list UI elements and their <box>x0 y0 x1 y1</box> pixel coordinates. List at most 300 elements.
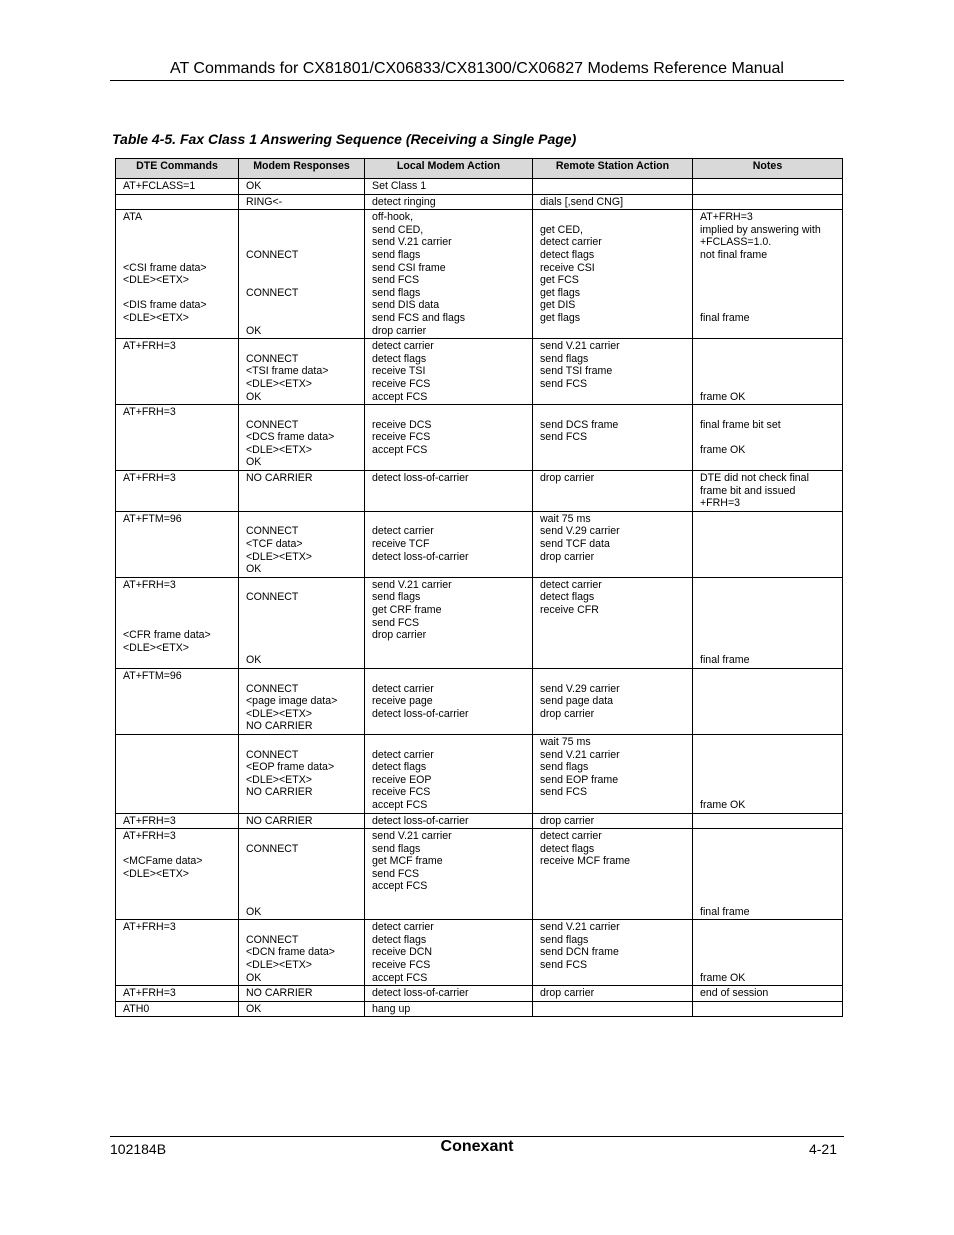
cell-text <box>700 786 839 799</box>
cell-text: <DLE><ETX> <box>246 959 312 972</box>
cell-text: <DLE><ETX> <box>246 707 312 720</box>
cell-text: accept FCS <box>372 390 428 403</box>
notes-cell <box>693 668 843 734</box>
cell-text <box>123 236 235 249</box>
cell-text <box>700 815 839 828</box>
modem-response-cell <box>239 920 365 986</box>
table-row <box>116 668 843 734</box>
cell-text: detect loss-of-carrier <box>372 707 469 720</box>
cell-text <box>700 843 839 856</box>
cell-text <box>246 262 361 275</box>
cell-text <box>123 604 235 617</box>
cell-text: final frame <box>700 311 750 324</box>
modem-response-cell <box>239 829 365 920</box>
cell-text: drop carrier <box>540 472 595 485</box>
cell-text: OK <box>246 390 262 403</box>
cell-text: detect ringing <box>372 195 436 208</box>
cell-text: wait 75 ms <box>540 512 591 525</box>
dte-command-cell <box>116 986 239 1002</box>
cell-text <box>700 921 839 934</box>
modem-response-cell <box>239 210 365 339</box>
modem-response-cell <box>239 339 365 405</box>
cell-text: send V.29 carrier <box>540 682 620 695</box>
cell-text <box>700 274 839 287</box>
cell-text: send flags <box>372 286 421 299</box>
cell-text: OK <box>246 1002 262 1015</box>
remote-action-cell <box>533 577 693 668</box>
cell-text: send FCS <box>540 786 588 799</box>
remote-action-cell <box>533 179 693 195</box>
local-action-cell <box>365 1001 533 1017</box>
answering-sequence-table <box>115 158 843 1017</box>
cell-text <box>700 761 839 774</box>
cell-text: <DIS frame data> <box>123 299 207 312</box>
cell-text: OK <box>246 971 262 984</box>
cell-text <box>246 579 361 592</box>
cell-text: drop carrier <box>540 550 595 563</box>
cell-text <box>700 604 839 617</box>
notes-cell <box>693 471 843 512</box>
cell-text: detect flags <box>540 842 595 855</box>
cell-text: <DLE><ETX> <box>123 274 189 287</box>
cell-text <box>700 340 839 353</box>
local-action-cell <box>365 339 533 405</box>
cell-text: detect loss-of-carrier <box>372 814 469 827</box>
remote-action-cell <box>533 668 693 734</box>
cell-text <box>700 406 839 419</box>
remote-action-cell <box>533 1001 693 1017</box>
cell-text: OK <box>246 180 262 192</box>
local-action-cell <box>365 471 533 512</box>
dte-command-cell <box>116 511 239 577</box>
cell-text: not final frame <box>700 248 768 261</box>
column-header: Remote Station Action <box>533 159 693 179</box>
cell-text: frame OK <box>700 971 746 984</box>
cell-text <box>700 591 839 604</box>
cell-text: send V.21 carrier <box>372 578 452 591</box>
cell-text: detect loss-of-carrier <box>372 550 469 563</box>
cell-text <box>700 617 839 630</box>
cell-text: CONNECT <box>246 591 299 604</box>
cell-text: send TCF data <box>540 538 610 551</box>
remote-action-cell <box>533 194 693 210</box>
local-action-cell <box>365 577 533 668</box>
cell-text: send flags <box>372 842 421 855</box>
cell-text <box>246 893 361 906</box>
cell-text <box>700 431 839 444</box>
cell-text: <DLE><ETX> <box>246 773 312 786</box>
cell-text: CONNECT <box>246 682 299 695</box>
cell-text: frame OK <box>700 443 746 456</box>
table-row <box>116 829 843 920</box>
cell-text: AT+FRH=3 <box>123 814 176 827</box>
dte-command-cell <box>116 1001 239 1017</box>
table-row <box>116 986 843 1002</box>
table-caption: Table 4-5. Fax Class 1 Answering Sequence (Receiving a Single Page) <box>112 131 577 147</box>
dte-command-cell <box>116 668 239 734</box>
cell-text: detect loss-of-carrier <box>372 472 469 485</box>
cell-text: ATH0 <box>123 1002 150 1015</box>
cell-text <box>246 880 361 893</box>
cell-text: CONNECT <box>246 248 299 261</box>
cell-text: accept FCS <box>372 971 428 984</box>
cell-text: get CRF frame <box>372 604 442 616</box>
column-header: Notes <box>693 159 843 179</box>
cell-text <box>540 406 689 419</box>
cell-text: AT+FRH=3 <box>123 987 176 1000</box>
notes-cell <box>693 986 843 1002</box>
cell-text: DTE did not check final <box>700 472 809 485</box>
modem-response-cell <box>239 405 365 471</box>
cell-text <box>246 211 361 224</box>
local-action-cell <box>365 813 533 829</box>
local-action-cell <box>365 668 533 734</box>
running-header: AT Commands for CX81801/CX06833/CX81300/CX06827 Modems Reference Manual <box>170 60 784 77</box>
local-action-cell <box>365 194 533 210</box>
cell-text: <MCFame data> <box>123 855 203 868</box>
cell-text: drop carrier <box>540 987 595 1000</box>
dte-command-cell <box>116 405 239 471</box>
cell-text: AT+FRH=3 <box>123 921 176 934</box>
cell-text: receive FCS <box>372 959 431 972</box>
cell-text <box>246 299 361 312</box>
cell-text: OK <box>246 905 262 918</box>
cell-text: <DLE><ETX> <box>123 867 189 880</box>
cell-text: send TSI frame <box>540 365 613 378</box>
cell-text <box>700 629 839 642</box>
cell-text: detect flags <box>540 248 595 261</box>
table-body <box>116 179 843 1017</box>
cell-text <box>372 670 529 683</box>
modem-response-cell <box>239 179 365 195</box>
cell-text <box>700 513 839 526</box>
cell-text: ATA <box>123 211 143 224</box>
cell-text: wait 75 ms <box>540 735 591 748</box>
cell-text <box>540 180 689 193</box>
cell-text: send V.21 carrier <box>372 830 452 843</box>
cell-text: send flags <box>540 933 589 946</box>
cell-text: CONNECT <box>246 525 299 538</box>
cell-text: implied by answering with <box>700 223 821 236</box>
cell-text: AT+FRH=3 <box>123 830 176 843</box>
cell-text: send FCS <box>540 431 588 444</box>
cell-text: hang up <box>372 1002 411 1015</box>
remote-action-cell <box>533 920 693 986</box>
table-row <box>116 471 843 512</box>
cell-text: send flags <box>372 591 421 604</box>
cell-text: RING<- <box>246 195 283 208</box>
cell-text <box>700 868 839 881</box>
cell-text: detect carrier <box>540 236 602 249</box>
cell-text: OK <box>246 456 262 469</box>
cell-text: AT+FTM=96 <box>123 669 182 682</box>
dte-command-cell <box>116 734 239 813</box>
cell-text: send FCS <box>540 377 588 390</box>
cell-text: dials [,send CNG] <box>540 195 624 208</box>
remote-action-cell <box>533 511 693 577</box>
cell-text: AT+FRH=3 <box>700 211 753 224</box>
local-action-cell <box>365 210 533 339</box>
brand-name: Conexant <box>440 1138 514 1155</box>
cell-text: frame OK <box>700 390 746 403</box>
remote-action-cell <box>533 471 693 512</box>
local-action-cell <box>365 179 533 195</box>
cell-text <box>700 365 839 378</box>
cell-text <box>246 224 361 237</box>
local-action-cell <box>365 920 533 986</box>
cell-text: frame bit and issued <box>700 484 796 497</box>
cell-text <box>246 736 361 749</box>
cell-text <box>700 378 839 391</box>
cell-text: receive FCS <box>372 431 431 444</box>
cell-text: get flags <box>540 311 581 324</box>
cell-text: receive page <box>372 695 433 708</box>
cell-text: detect carrier <box>372 525 434 538</box>
cell-text <box>246 855 361 868</box>
cell-text <box>246 513 361 526</box>
modem-response-cell <box>239 668 365 734</box>
notes-cell <box>693 813 843 829</box>
cell-text: final frame <box>700 905 750 918</box>
cell-text: final frame <box>700 654 750 667</box>
modem-response-cell <box>239 813 365 829</box>
cell-text <box>700 774 839 787</box>
cell-text: send V.21 carrier <box>540 748 620 761</box>
cell-text: <DCN frame data> <box>246 946 335 959</box>
page-number: 4-21 <box>808 1141 837 1157</box>
modem-response-cell <box>239 1001 365 1017</box>
cell-text <box>246 921 361 934</box>
cell-text: <EOP frame data> <box>246 761 335 774</box>
remote-action-cell <box>533 339 693 405</box>
cell-text: OK <box>246 563 262 576</box>
local-action-cell <box>365 986 533 1002</box>
notes-cell <box>693 734 843 813</box>
cell-text: accept FCS <box>372 798 428 811</box>
cell-text <box>123 224 235 237</box>
modem-response-cell <box>239 471 365 512</box>
cell-text: end of session <box>700 987 769 1000</box>
cell-text: drop carrier <box>372 629 427 642</box>
cell-text: OK <box>246 324 262 337</box>
cell-text: <DCS frame data> <box>246 431 335 444</box>
column-header: DTE Commands <box>116 159 239 179</box>
cell-text <box>246 642 361 655</box>
cell-text <box>700 196 839 209</box>
cell-text: send V.21 carrier <box>540 340 620 353</box>
dte-command-cell <box>116 829 239 920</box>
cell-text: send V.21 carrier <box>540 921 620 934</box>
notes-cell <box>693 511 843 577</box>
cell-text <box>246 670 361 683</box>
table-row <box>116 405 843 471</box>
cell-text <box>540 211 689 224</box>
notes-cell <box>693 405 843 471</box>
remote-action-cell <box>533 734 693 813</box>
cell-text: get FCS <box>540 274 579 287</box>
cell-text: detect flags <box>372 761 427 774</box>
cell-text: send FCS <box>372 867 420 880</box>
cell-text: <DLE><ETX> <box>246 550 312 563</box>
cell-text: receive DCN <box>372 946 433 959</box>
cell-text: get CED, <box>540 223 583 236</box>
cell-text: send V.29 carrier <box>540 525 620 538</box>
table-row <box>116 1001 843 1017</box>
remote-action-cell <box>533 986 693 1002</box>
cell-text: NO CARRIER <box>246 472 313 485</box>
cell-text: detect loss-of-carrier <box>372 987 469 1000</box>
notes-cell <box>693 577 843 668</box>
remote-action-cell <box>533 813 693 829</box>
cell-text: final frame bit set <box>700 418 781 431</box>
cell-text <box>700 880 839 893</box>
cell-text <box>700 736 839 749</box>
table-row <box>116 339 843 405</box>
cell-text <box>700 262 839 275</box>
cell-text <box>700 959 839 972</box>
cell-text: NO CARRIER <box>246 720 313 733</box>
cell-text: receive EOP <box>372 773 432 786</box>
cell-text <box>246 629 361 642</box>
cell-text <box>123 287 235 300</box>
dte-command-cell <box>116 577 239 668</box>
cell-text <box>246 312 361 325</box>
cell-text: <page image data> <box>246 695 338 708</box>
modem-response-cell <box>239 511 365 577</box>
cell-text: AT+FRH=3 <box>123 578 176 591</box>
cell-text: get DIS <box>540 299 576 312</box>
cell-text: CONNECT <box>246 286 299 299</box>
cell-text: receive TCF <box>372 538 430 551</box>
dte-command-cell <box>116 210 239 339</box>
cell-text <box>540 670 689 683</box>
cell-text: accept FCS <box>372 443 428 456</box>
cell-text: AT+FRH=3 <box>123 472 176 485</box>
cell-text <box>700 946 839 959</box>
cell-text <box>123 591 235 604</box>
table-row <box>116 179 843 195</box>
cell-text: send flags <box>540 761 589 774</box>
cell-text: NO CARRIER <box>246 786 313 799</box>
cell-text: receive CSI <box>540 261 595 274</box>
notes-cell <box>693 829 843 920</box>
cell-text: get MCF frame <box>372 855 443 868</box>
cell-text: detect carrier <box>372 921 434 934</box>
cell-text: <DLE><ETX> <box>246 443 312 456</box>
table-row <box>116 920 843 986</box>
header-rule <box>110 80 844 81</box>
cell-text: <TCF data> <box>246 538 303 551</box>
cell-text <box>246 830 361 843</box>
notes-cell <box>693 920 843 986</box>
cell-text: get flags <box>540 286 581 299</box>
cell-text: CONNECT <box>246 748 299 761</box>
cell-text <box>700 642 839 655</box>
cell-text <box>246 406 361 419</box>
cell-text: <DLE><ETX> <box>246 377 312 390</box>
cell-text: AT+FRH=3 <box>123 406 176 419</box>
dte-command-cell <box>116 179 239 195</box>
table-row <box>116 734 843 813</box>
cell-text: send FCS <box>372 616 420 629</box>
cell-text: send flags <box>540 352 589 365</box>
cell-text: receive FCS <box>372 377 431 390</box>
cell-text: +FRH=3 <box>700 497 741 510</box>
footer-rule <box>110 1136 844 1137</box>
notes-cell <box>693 339 843 405</box>
cell-text: Set Class 1 <box>372 180 427 192</box>
cell-text: send FCS <box>540 959 588 972</box>
dte-command-cell <box>116 194 239 210</box>
cell-text: send page data <box>540 695 614 708</box>
local-action-cell <box>365 829 533 920</box>
cell-text: CONNECT <box>246 352 299 365</box>
cell-text: send CSI frame <box>372 261 446 274</box>
dte-command-cell <box>116 471 239 512</box>
cell-text: <CFR frame data> <box>123 629 211 642</box>
cell-text <box>123 736 235 749</box>
cell-text <box>540 1003 689 1016</box>
cell-text: receive MCF frame <box>540 855 631 868</box>
table-row <box>116 194 843 210</box>
cell-text <box>246 274 361 287</box>
cell-text: CONNECT <box>246 842 299 855</box>
cell-text: receive CFR <box>540 604 599 616</box>
cell-text <box>123 249 235 262</box>
cell-text: CONNECT <box>246 933 299 946</box>
cell-text: <TSI frame data> <box>246 365 329 378</box>
table-row <box>116 813 843 829</box>
cell-text <box>123 196 235 209</box>
cell-text: CONNECT <box>246 418 299 431</box>
cell-text <box>372 736 529 749</box>
cell-text <box>700 579 839 592</box>
cell-text: send FCS and flags <box>372 311 466 324</box>
notes-cell <box>693 179 843 195</box>
cell-text: detect carrier <box>372 340 434 353</box>
cell-text: frame OK <box>700 798 746 811</box>
cell-text: receive FCS <box>372 786 431 799</box>
cell-text: accept FCS <box>372 880 428 893</box>
cell-text <box>700 353 839 366</box>
table-row <box>116 511 843 577</box>
cell-text: send FCS <box>372 274 420 287</box>
cell-text: <DLE><ETX> <box>123 311 189 324</box>
modem-response-cell <box>239 577 365 668</box>
remote-action-cell <box>533 405 693 471</box>
cell-text: detect flags <box>372 933 427 946</box>
cell-text: receive TSI <box>372 365 426 378</box>
cell-text <box>700 749 839 762</box>
cell-text <box>700 299 839 312</box>
cell-text: off-hook, <box>372 211 414 224</box>
cell-text <box>372 513 529 526</box>
cell-text: AT+FCLASS=1 <box>123 180 196 192</box>
cell-text: drop carrier <box>540 707 595 720</box>
cell-text: <CSI frame data> <box>123 261 207 274</box>
cell-text <box>700 180 839 193</box>
cell-text: send V.21 carrier <box>372 236 452 249</box>
cell-text <box>700 670 839 683</box>
cell-text: AT+FTM=96 <box>123 512 182 525</box>
notes-cell <box>693 210 843 339</box>
cell-text: NO CARRIER <box>246 814 313 827</box>
local-action-cell <box>365 511 533 577</box>
local-action-cell <box>365 405 533 471</box>
cell-text <box>700 1003 839 1016</box>
cell-text <box>246 236 361 249</box>
cell-text <box>700 893 839 906</box>
